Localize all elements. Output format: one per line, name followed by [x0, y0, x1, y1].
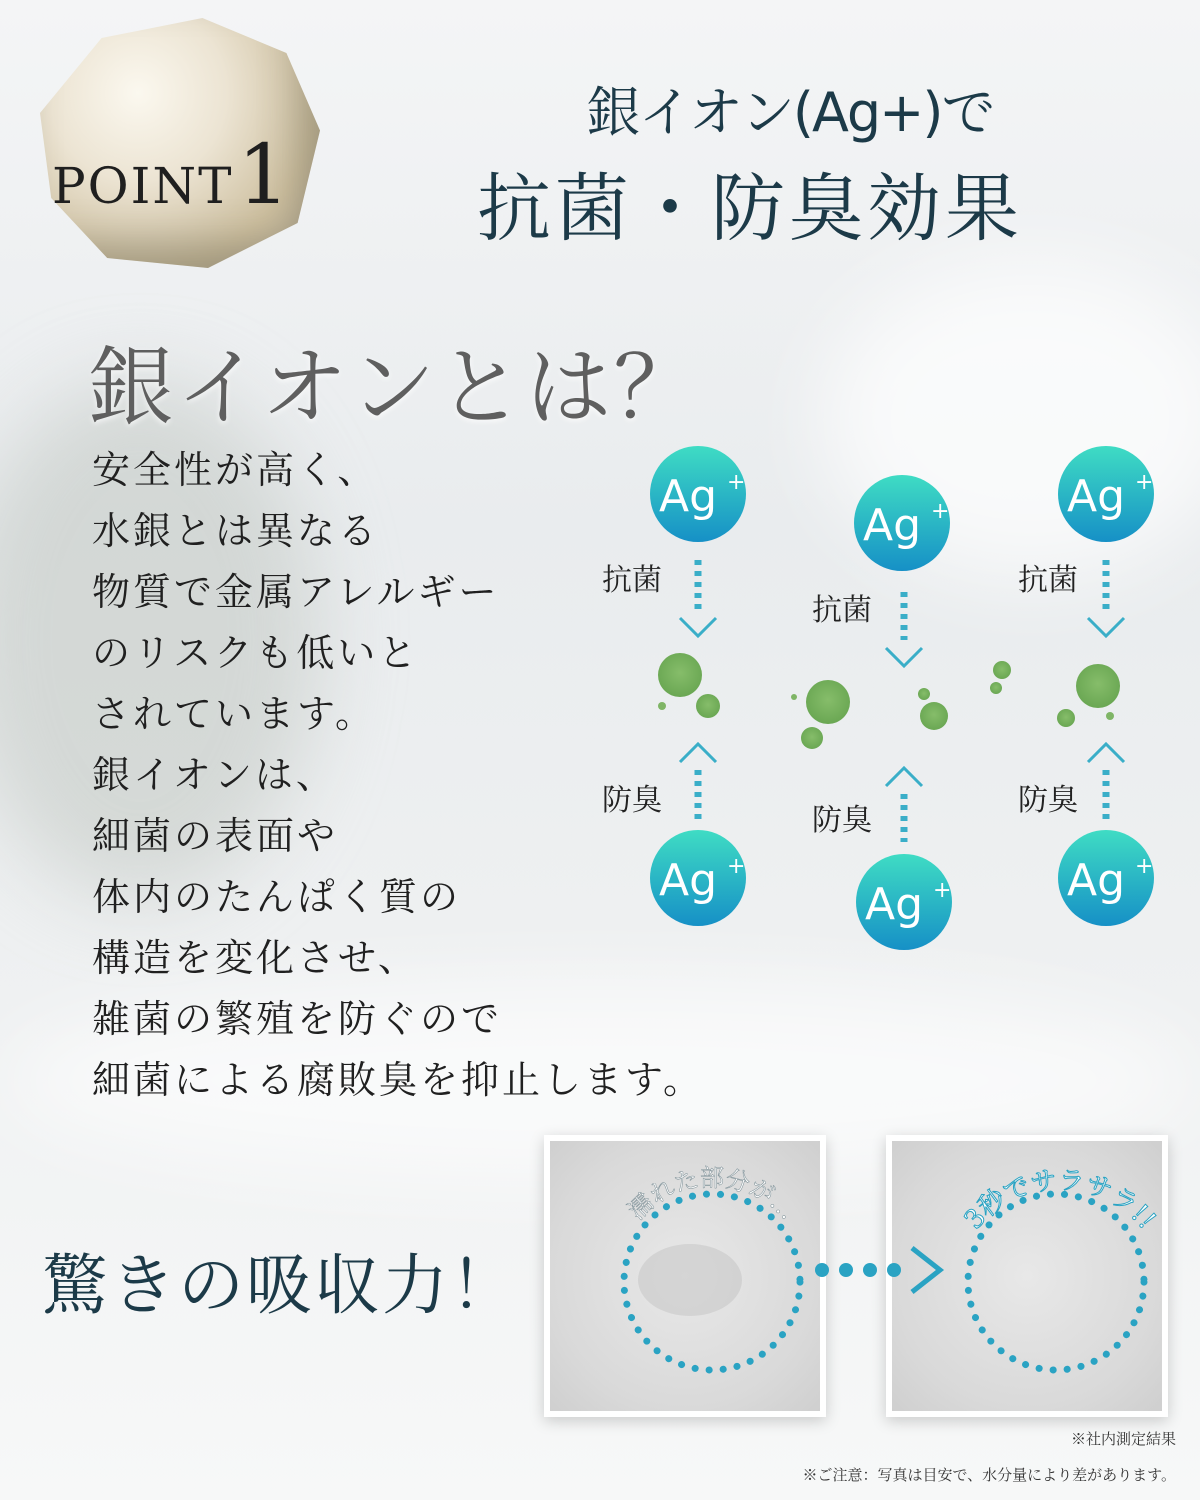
label-antibacterial: 抗菌 [602, 563, 662, 598]
chevron-right-icon [912, 1248, 940, 1292]
connector-arrow [815, 1248, 940, 1292]
body-line: のリスクも低いと [92, 631, 420, 675]
headline-line1: 銀イオン(Ag+)で [586, 81, 994, 144]
wet-stain [638, 1244, 742, 1316]
label-antibacterial: 抗菌 [1018, 563, 1078, 598]
ion-charge: + [1135, 854, 1154, 879]
section-title: 銀イオンとは？ [88, 338, 702, 438]
ion-charge: + [933, 878, 952, 903]
label-deodorant: 防臭 [1018, 783, 1078, 818]
measurement-note: ※社内測定結果 [1070, 1430, 1176, 1448]
ion-charge: + [931, 499, 950, 524]
before-caption: 濡れた部分が… [622, 1164, 802, 1225]
ion-label: Ag [1066, 471, 1126, 522]
body-line: されています。 [92, 692, 376, 736]
body-line: 銀イオンは、 [92, 753, 337, 797]
body-line: 構造を変化させ、 [92, 936, 419, 980]
ion-label: Ag [1066, 855, 1126, 906]
ion-label: Ag [864, 879, 924, 930]
body-line: 水銀とは異なる [92, 509, 380, 553]
ion-charge: + [727, 854, 746, 879]
ion-charge: + [1135, 470, 1154, 495]
body-line: 物質で金属アレルギー [92, 570, 500, 614]
headline-line2: 抗菌・防臭効果 [477, 166, 1023, 252]
after-caption: 3秒でサラサラ!! [958, 1165, 1162, 1236]
body-line: 体内のたんぱく質の [92, 875, 462, 919]
body-line: 細菌による腐敗臭を抑止します。 [92, 1058, 704, 1102]
body-line: 雑菌の繁殖を防ぐので [92, 997, 503, 1041]
caution-note: ※ご注意：写真は目安で、水分量により差があります。 [802, 1466, 1176, 1484]
label-deodorant: 防臭 [812, 803, 872, 838]
body-line: 細菌の表面や [92, 814, 339, 858]
body-line: 安全性が高く、 [92, 448, 379, 492]
ion-charge: + [727, 470, 746, 495]
ion-label: Ag [658, 471, 718, 522]
label-antibacterial: 抗菌 [812, 593, 872, 628]
absorption-title: 驚きの吸収力！ [42, 1247, 518, 1324]
point-word: POINT [52, 157, 234, 215]
ion-label: Ag [862, 500, 922, 551]
ion-label: Ag [658, 855, 718, 906]
label-deodorant: 防臭 [602, 783, 662, 818]
point-number: 1 [237, 128, 292, 223]
